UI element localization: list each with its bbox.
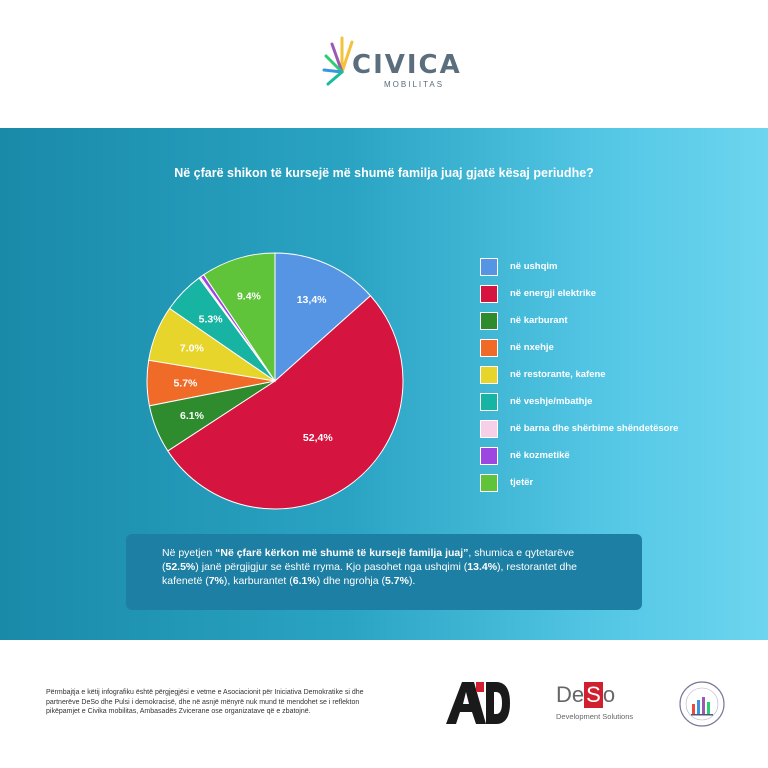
legend-label: në barna dhe shërbime shëndetësore xyxy=(510,423,679,434)
summary-text-3: , shumica e qytetarëve ( xyxy=(162,547,575,573)
pie-label-3: 6.1% xyxy=(180,409,204,422)
legend-item-7 xyxy=(480,420,760,438)
pie-label-2: 52,4% xyxy=(302,431,333,444)
legend-item-6 xyxy=(480,393,760,411)
legend-swatch xyxy=(480,312,498,330)
pie-label-5: 7.0% xyxy=(179,342,204,355)
legend-swatch xyxy=(480,366,498,384)
header xyxy=(0,0,768,128)
legend-swatch xyxy=(480,393,498,411)
pie-label-1: 13,4% xyxy=(296,294,327,307)
legend-item-3 xyxy=(480,312,760,330)
legend-item-8 xyxy=(480,447,760,465)
deso-logo xyxy=(556,682,646,726)
legend-label: tjetër xyxy=(510,477,534,488)
pie-label-9: 9.4% xyxy=(236,290,261,303)
deso-wordmark xyxy=(556,682,615,708)
summary-text-5: ) janë përgjigjur se është rryma. Kjo pasohet nga ushqimi ( xyxy=(195,561,468,573)
summary-value-food: 13.4% xyxy=(467,561,498,573)
legend-item-5 xyxy=(480,366,760,384)
disclaimer-text: Përmbajtja e këtij infografiku është përgjegjësi e vetme e Asociacionit për Iniciativa Demokratike si dhe partnerëve DeSo dhe Pulsi i demokracisë, dhe në asnjë mënyrë nuk mund të mendohet se i reflekton pikëpamjet e Civika mobilitas, Ambasadës Zvicerane ose organizatave që e zbatojnë. xyxy=(46,689,364,715)
legend-swatch xyxy=(480,474,498,492)
legend-label: në restorante, kafene xyxy=(510,369,606,380)
legend-label: në ushqim xyxy=(510,261,558,272)
pie-label-6: 5.3% xyxy=(198,313,223,326)
legend-swatch xyxy=(480,285,498,303)
summary-question: “Në çfarë kërkon më shumë të kursejë familja juaj” xyxy=(215,547,469,559)
deso-suffix: o xyxy=(602,682,616,707)
legend-label: në nxehje xyxy=(510,342,554,353)
legend-item-4 xyxy=(480,339,760,357)
pulse-of-democracy-seal-icon xyxy=(678,680,726,728)
legend-label: në veshje/mbathje xyxy=(510,396,593,407)
legend-swatch xyxy=(480,339,498,357)
summary-text-9: ), karburantet ( xyxy=(223,575,293,587)
legend-swatch xyxy=(480,258,498,276)
pie-chart xyxy=(140,246,410,516)
legend-label: në energji elektrike xyxy=(510,288,597,299)
deso-subtitle: Development Solutions xyxy=(556,712,634,721)
summary-text-11: ) dhe ngrohja ( xyxy=(316,575,385,587)
legend-swatch xyxy=(480,447,498,465)
footer xyxy=(0,640,768,768)
summary-value-heating: 5.7% xyxy=(385,575,409,587)
legend-swatch xyxy=(480,420,498,438)
legend-item-2 xyxy=(480,285,760,303)
legend-item-1 xyxy=(480,258,760,276)
aid-logo xyxy=(446,680,512,726)
legend-label: në kozmetikë xyxy=(510,450,570,461)
summary-value-electricity: 52.5% xyxy=(165,561,196,573)
summary-value-restaurants: 7% xyxy=(208,575,224,587)
chart-title: Në çfarë shikon të kursejë më shumë familja juaj gjatë kësaj periudhe? xyxy=(174,166,594,180)
deso-prefix: De xyxy=(556,682,585,707)
logo-subtitle: MOBILITAS xyxy=(384,80,445,89)
summary-text-1: Në pyetjen xyxy=(162,547,216,559)
summary-text-7: ), restorantet dhe kafenetë ( xyxy=(162,561,578,587)
infographic-panel xyxy=(0,128,768,640)
summary-box xyxy=(126,534,642,610)
civica-logo xyxy=(322,30,462,94)
summary-text-13: ). xyxy=(408,575,416,587)
legend-label: në karburant xyxy=(510,315,568,326)
deso-s: S xyxy=(586,682,601,707)
logo-word: CIVICA xyxy=(352,50,462,80)
pie-label-4: 5.7% xyxy=(173,377,198,390)
summary-value-fuel: 6.1% xyxy=(292,575,317,587)
chart-legend xyxy=(480,258,760,501)
legend-item-9 xyxy=(480,474,760,492)
aid-logo-text: AID xyxy=(446,680,448,681)
